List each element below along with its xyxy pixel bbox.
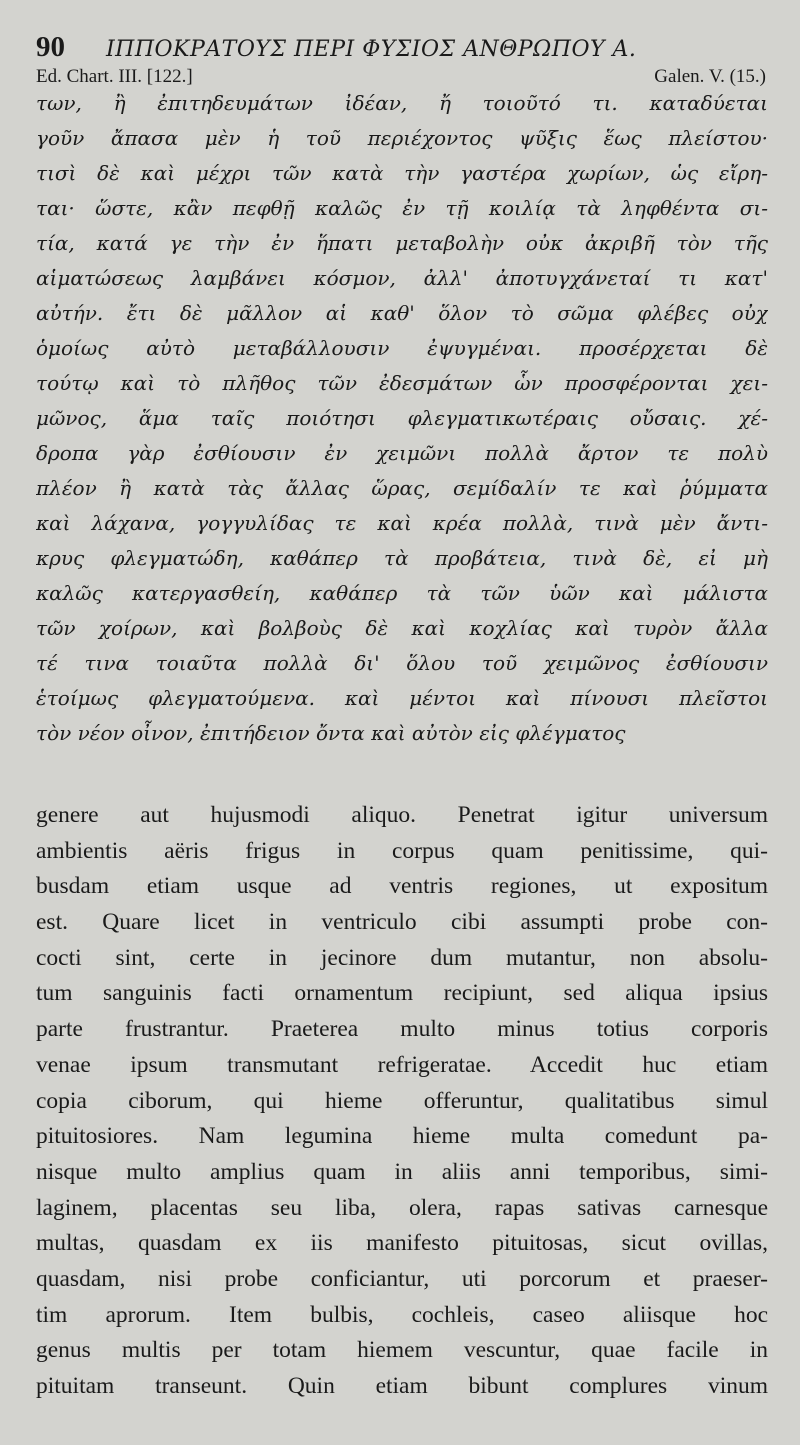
greek-text-line: τῶν χοίρων, καὶ βολβοὺς δὲ καὶ κοχλίας καὶ τυρὸν ἄλλα — [36, 616, 768, 640]
latin-text-line: pituitosiores. Nam legumina hieme multa comedunt pa- — [36, 1123, 768, 1150]
greek-text-line: ται· ὥστε, κἂν πεφθῇ καλῶς ἐν τῇ κοιλίᾳ τὰ ληφθέντα σι- — [36, 196, 768, 220]
latin-text-block — [36, 798, 768, 1405]
greek-text-line: γοῦν ἄπασα μὲν ἡ τοῦ περιέχοντος ψῦξις ἕως πλείστου· — [36, 126, 768, 150]
latin-text-line: tim aprorum. Item bulbis, cochleis, caseo aliisque hoc — [36, 1301, 768, 1328]
latin-text-line: busdam etiam usque ad ventris regiones, ut expositum — [36, 873, 768, 900]
greek-text-line: μῶνος, ἅμα ταῖς ποιότησι φλεγματικωτέραις οὔσαις. χέ- — [36, 406, 768, 430]
latin-text-line: nisque multo amplius quam in aliis anni temporibus, simi- — [36, 1158, 768, 1185]
latin-text-line: tum sanguinis facti ornamentum recipiunt, sed aliqua ipsius — [36, 980, 768, 1007]
greek-text-line: ὁμοίως αὐτὸ μεταβάλλουσιν ἐψυγμέναι. προσέρχεται δὲ — [36, 336, 768, 360]
greek-text-line: αὐτήν. ἔτι δὲ μᾶλλον αἱ καθ' ὅλον τὸ σῶμα φλέβες οὐχ — [36, 301, 768, 325]
latin-text-line: genere aut hujusmodi aliquo. Penetrat igitur universum — [36, 802, 768, 828]
greek-text-line: πλέον ἢ κατὰ τὰς ἄλλας ὥρας, σεμίδαλίν τε καὶ ῥύμματα — [36, 476, 768, 500]
greek-text-line: τούτῳ καὶ τὸ πλῆθος τῶν ἐδεσμάτων ὧν προσφέρονται χει- — [36, 371, 768, 395]
edition-reference-chartier: Ed. Chart. III. [122.] — [36, 66, 193, 87]
greek-text-line: αἱματώσεως λαμβάνει κόσμον, ἀλλ' ἀποτυγχάνεταί τι κατ' — [36, 266, 768, 290]
greek-text-block — [36, 86, 768, 751]
latin-text-line: venae ipsum transmutant refrigeratae. Accedit huc etiam — [36, 1051, 768, 1078]
page-number: 90 — [36, 31, 65, 63]
greek-text-line: ἑτοίμως φλεγματούμενα. καὶ μέντοι καὶ πίνουσι πλεῖστοι — [36, 686, 768, 710]
latin-text-line: pituitam transeunt. Quin etiam bibunt complures vinum — [36, 1373, 768, 1399]
greek-text-line: κρυς φλεγματώδη, καθάπερ τὰ προβάτεια, τινὰ δὲ, εἰ μὴ — [36, 546, 768, 570]
greek-text-line: τισὶ δὲ καὶ μέχρι τῶν κατὰ τὴν γαστέρα χωρίων, ὡς εἴρη- — [36, 161, 768, 185]
page-header — [36, 30, 766, 64]
greek-text-line: τὸν νέον οἶνον, ἐπιτήδειον ὄντα καὶ αὐτὸν εἰς φλέγματος — [36, 721, 626, 745]
latin-text-line: quasdam, nisi probe conficiantur, uti porcorum et praeser- — [36, 1265, 768, 1292]
greek-text-line: τία, κατά γε τὴν ἐν ἥπατι μεταβολὴν οὐκ ἀκριβῆ τὸν τῆς — [36, 231, 768, 255]
latin-text-line: est. Quare licet in ventriculo cibi assumpti probe con- — [36, 909, 768, 936]
greek-text-line: καλῶς κατεργασθείη, καθάπερ τὰ τῶν ὑῶν καὶ μάλιστα — [36, 581, 768, 605]
greek-text-line: τέ τινα τοιαῦτα πολλὰ δι' ὅλου τοῦ χειμῶνος ἐσθίουσιν — [36, 651, 768, 675]
latin-text-line: multas, quasdam ex iis manifesto pituitosas, sicut ovillas, — [36, 1230, 768, 1257]
running-title: ΙΠΠΟΚΡΑΤΟΥΣ ΠΕΡΙ ΦΥΣΙΟΣ ΑΝΘΡΩΠΟΥ Α. — [105, 37, 637, 62]
latin-text-line: genus multis per totam hiemem vescuntur, quae facile in — [36, 1337, 768, 1364]
latin-text-line: ambientis aëris frigus in corpus quam penitissime, qui- — [36, 837, 768, 864]
latin-text-line: parte frustrantur. Praeterea multo minus totius corporis — [36, 1016, 768, 1043]
latin-text-line: copia ciborum, qui hieme offeruntur, qualitatibus simul — [36, 1087, 768, 1114]
greek-text-line: καὶ λάχανα, γογγυλίδας τε καὶ κρέα πολλὰ, τινὰ μὲν ἄντι- — [36, 511, 768, 535]
greek-text-line: δροπα γὰρ ἐσθίουσιν ἐν χειμῶνι πολλὰ ἄρτον τε πολὺ — [36, 441, 768, 465]
edition-reference-galen: Galen. V. (15.) — [654, 66, 766, 87]
latin-text-line: laginem, placentas seu liba, olera, rapas sativas carnesque — [36, 1194, 768, 1221]
greek-text-line: των, ἢ ἐπιτηδευμάτων ἰδέαν, ἤ τοιοῦτό τι. καταδύεται — [36, 91, 768, 115]
latin-text-line: cocti sint, certe in jecinore dum mutantur, non absolu- — [36, 944, 768, 971]
